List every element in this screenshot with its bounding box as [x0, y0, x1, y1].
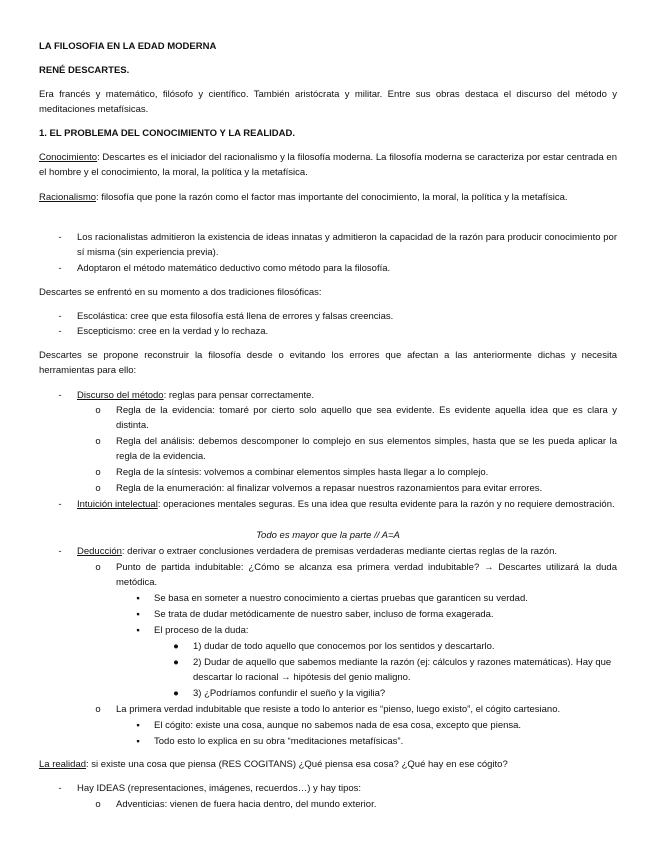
dash-bullet: - [58, 263, 62, 274]
square-bullet: ▪ [136, 625, 140, 636]
racionalismo-paragraph [39, 190, 617, 205]
section-heading: 1. EL PROBLEMA DEL CONOCIMIENTO Y LA REALIDAD. [39, 128, 295, 139]
square-bullet: ▪ [136, 593, 140, 604]
dash-bullet: - [58, 499, 62, 510]
circle-bullet: o [95, 562, 101, 573]
dash-bullet: - [58, 390, 62, 401]
intuicion-term: Intuición intelectual [77, 499, 158, 510]
proceso-item: 3) ¿Podríamos confundir el sueño y la vigilia? [193, 688, 386, 699]
dash-bullet: - [58, 311, 62, 322]
regla-item: Regla de la síntesis: volvemos a combinar elementos simples hasta llegar a lo complejo. [116, 467, 489, 478]
dash-bullet: - [58, 546, 62, 557]
deduccion-text: : derivar o extraer conclusiones verdadera de premisas verdaderas mediante ciertas reglas de la razón. [121, 546, 558, 557]
deduccion-term: Deducción [77, 546, 122, 557]
list-item: Escepticismo: cree en la verdad y lo rechaza. [77, 326, 269, 337]
dash-bullet: - [58, 326, 62, 337]
propone-paragraph: Descartes se propone reconstruir la filosofía desde o evitando los errores que afectan a las anteriormente dichas y necesita herramientas para ello: [39, 350, 617, 376]
proceso-item: 1) dudar de todo aquello que conocemos por los sentidos y descartarlo. [193, 641, 495, 652]
cogito-item: Todo esto lo explica en su obra “meditaciones metafísicas”. [154, 736, 404, 747]
intro-paragraph: Era francés y matemático, filósofo y científico. También aristócrata y militar. Entre sus obras destaca el discurso del método y meditaciones metafísicas. [39, 89, 617, 115]
ideas-item: Hay IDEAS (representaciones, imágenes, recuerdos…) y hay tipos: [77, 783, 362, 794]
regla-item: Regla del análisis: debemos descomponer lo complejo en sus elementos simples, hasta que se les pueda aplicar la regla de la evidencia. [116, 436, 617, 462]
tradiciones-intro: Descartes se enfrentó en su momento a dos tradiciones filosóficas: [39, 287, 322, 298]
circle-bullet: o [95, 799, 101, 810]
dash-bullet: - [58, 232, 62, 243]
intuicion-item [77, 497, 617, 512]
conocimiento-term: Conocimiento [39, 152, 98, 163]
square-bullet: ▪ [136, 720, 140, 731]
square-bullet: ▪ [136, 736, 140, 747]
circle-bullet: o [95, 436, 101, 447]
list-item: Los racionalistas admitieron la existencia de ideas innatas y admitieron la capacidad de la razón para producir conocimiento por sí misma (sin experiencia previa). [77, 232, 617, 258]
adventicias-item: Adventicias: vienen de fuera hacia dentro, del mundo exterior. [116, 799, 377, 810]
regla-item: Regla de la enumeración: al finalizar volvemos a repasar nuestros razonamientos para evitar errores. [116, 483, 543, 494]
dot-bullet: ● [173, 657, 179, 668]
metodo-item [77, 388, 617, 403]
duda-item: Se trata de dudar metódicamente de nuestro saber, incluso de forma exagerada. [154, 609, 494, 620]
intuicion-text: : operaciones mentales seguras. Es una idea que resulta evidente para la razón y no requiere demostración. [157, 499, 615, 510]
circle-bullet: o [95, 704, 101, 715]
square-bullet: ▪ [136, 609, 140, 620]
racionalismo-text: : filosofía que pone la razón como el factor mas importante del conocimiento, la moral, la política y la metafísica. [96, 192, 568, 203]
conocimiento-paragraph [39, 150, 617, 180]
circle-bullet: o [95, 467, 101, 478]
dot-bullet: ● [173, 641, 179, 652]
racionalismo-term: Racionalismo [39, 192, 97, 203]
deduccion-item [77, 544, 617, 559]
circle-bullet: o [95, 483, 101, 494]
metodo-term: Discurso del método [77, 390, 164, 401]
realidad-text: : si existe una cosa que piensa (RES COGITANS) ¿Qué piensa esa cosa? ¿Qué hay en ese cógito? [86, 759, 508, 770]
conocimiento-text: : Descartes es el iniciador del racionalismo y la filosofía moderna. La filosofía moderna se caracteriza por estar centrada en el hombre y el conocimiento, la moral, la política y la metafísica. [39, 152, 617, 178]
cogito-item: El cógito: existe una cosa, aunque no sabemos nada de esa cosa, excepto que piensa. [154, 720, 522, 731]
punto-partida-item: Punto de partida indubitable: ¿Cómo se alcanza esa primera verdad indubitable? → Descartes utilizará la duda metódica. [116, 562, 617, 588]
primera-verdad-item: La primera verdad indubitable que resiste a todo lo anterior es “pienso, luego existo”, el cógito cartesiano. [116, 704, 561, 715]
dot-bullet: ● [173, 688, 179, 699]
proceso-item: 2) Dudar de aquello que sabemos mediante la razón (ej: cálculos y razones matemáticas). Hay que descartar lo racional → hipótesis del genio maligno. [193, 657, 612, 683]
duda-item: Se basa en someter a nuestro conocimiento a ciertas pruebas que garanticen su verdad. [154, 593, 528, 604]
list-item: Escolástica: cree que esta filosofía está llena de errores y falsas creencias. [77, 311, 394, 322]
realidad-term: La realidad [39, 759, 87, 770]
metodo-text: : reglas para pensar correctamente. [163, 390, 315, 401]
author-heading: RENÉ DESCARTES. [39, 65, 130, 76]
circle-bullet: o [95, 405, 101, 416]
dash-bullet: - [58, 783, 62, 794]
list-item: Adoptaron el método matemático deductivo como método para la filosofía. [77, 263, 391, 274]
regla-item: Regla de la evidencia: tomaré por cierto solo aquello que sea evidente. Es evidente aquella idea que es clara y distinta. [116, 405, 617, 431]
formula-line: Todo es mayor que la parte // A=A [256, 530, 400, 541]
duda-item: El proceso de la duda: [154, 625, 249, 636]
realidad-paragraph [39, 757, 617, 772]
document-title: LA FILOSOFIA EN LA EDAD MODERNA [39, 41, 217, 52]
